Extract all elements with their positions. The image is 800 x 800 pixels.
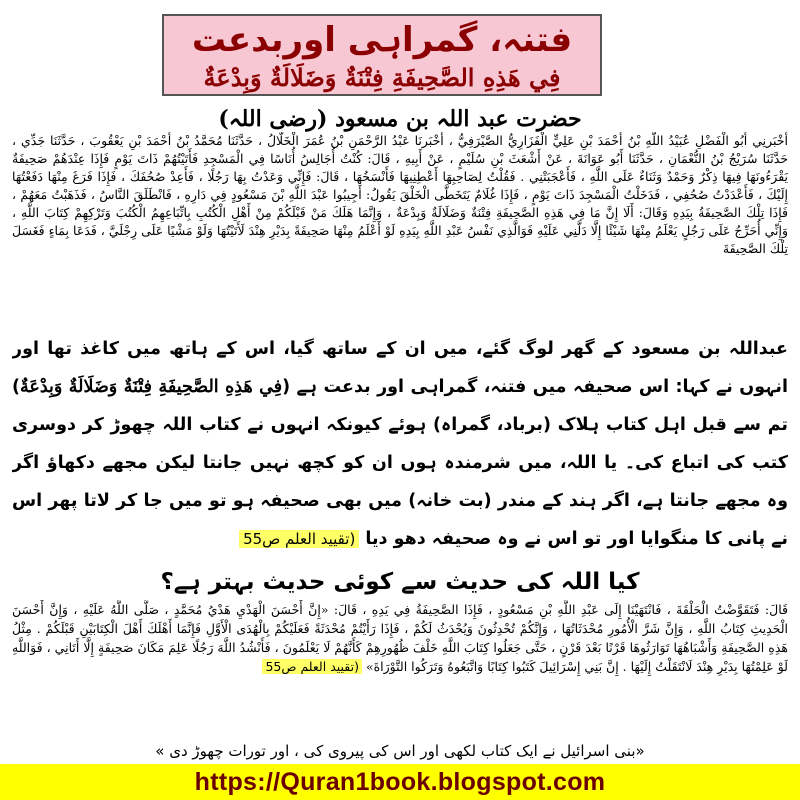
- arabic-hadith-text: أَخْبَرنِي أَبُو الْفَضْلِ عُبَيْدُ اللَّهِ بْنُ أَحْمَدَ بْنِ عَلِيٍّ الْفَزَارِيُّ الصَّيْرَفِيُّ ، أَخْبَرنَا عَبْدُ الرَّحْمَنِ بْنُ عُمَرَ الْخَلَّالُ ، حَدَّثَنَا مُحَمَّدُ بْنُ أَحْمَدَ بْنِ يَعْقُوبَ ، حَدَّثَنَا جَدِّي ، حَدَّثَنَا سُرَيْجُ بْنُ النُّعْمَانِ ، حَدَّثَنَا أَبُو عَوَانَةَ ، عَنْ أَشْعَثَ بْنِ سُلَيْمٍ ، عَنْ أَبِيهِ ، قَالَ: كُنْتُ أُجَالِسُ أُنَاسًا فِي الْمَسْجِدِ فَأَتَيْتُهُمْ ذَاتَ يَوْمٍ فَإِذَا عِنْدَهُمْ صَحِيفَةٌ يَقْرَءُونَهَا فِيهَا ذِكْرٌ وَحَمْدٌ وَثَنَاءٌ عَلَى اللَّهِ ، فَأَعْجَبَتْنِي . فَقُلْتُ لِصَاحِبِهَا أَعْطِنِيهَا فَأَنْسَخُهَا ، قَالَ: فَإِنِّي وَعَدْتُ بِهَا رَجُلًا ، فَأَعِدْ صُحُفَكَ ، فَإِذَا فَرَغَ مِنْهَا دَفَعْتُهَا إِلَيْكَ ، فَأَعْدَدْتُ صُحُفِي ، فَدَخَلْتُ الْمَسْجِدَ ذَاتَ يَوْمٍ ، فَإِذَا غُلَامٌ يَتَخَطَّى الْخَلْقَ يَقُولُ: أَجِيبُوا عَبْدَ اللَّهِ بْنَ مَسْعُودٍ فِي دَارِهِ ، فَانْطَلَقَ النَّاسُ ، فَذَهَبْتُ مَعَهُمْ ، فَإِذَا تِلْكَ الصَّحِيفَةُ بِيَدِهِ وَقَالَ: أَلَا إِنَّ مَا فِي هَذِهِ الصَّحِيفَةِ فِتْنَةٌ وَضَلَالَةٌ وَبِدْعَةٌ ، وَإِنَّمَا هَلَكَ مَنْ قَبْلَكُمْ مِنْ أَهْلِ الْكُتُبِ بِاتِّبَاعِهِمُ الْكُتُبَ وَتَرْكِهِمْ كِتَابَ اللَّهِ ، وَإِنِّي أُحَرِّجُ عَلَى رَجُلٍ يَعْلَمُ مِنْهَا شَيْئًا إِلَّا دَلَّنِي عَلَيْهِ فَوَالَّذِي نَفْسُ عَبْدِ اللَّهِ بِيَدِهِ لَوْ أَعْلَمُ مِنْهَا صَحِيفَةً بِدَيْرِ هِنْدَ لَأَتَيْتُهَا وَلَوْ مَشْيًا عَلَى رِجْلَيَّ ، فَدَعَا بِمَاءٍ فَغَسَلَ تِلْكَ الصَّحِيفَةَ: [12, 133, 788, 256]
- urdu-translation: [12, 330, 788, 558]
- page-subtitle-arabic: فِي هَذِهِ الصَّحِيفَةِ فِتْنَةٌ وَضَلَالَةٌ وَبِدْعَةٌ: [203, 63, 561, 92]
- page-title: فتنہ، گمراہی اوربدعت: [191, 20, 573, 60]
- narrator-heading: حضرت عبد اللہ بن مسعود (رضی اللہ): [218, 106, 582, 132]
- footer-url-link[interactable]: https://Quran1book.blogspot.com: [194, 767, 606, 796]
- footer-bar: [0, 764, 800, 800]
- closing-note: «بنی اسرائیل نے ایک کتاب لکھی اور اس کی پیروی کی ، اور تورات چھوڑ دی »: [155, 742, 645, 760]
- arabic-text-2-body: قَالَ: فَتَقَوَّضْتُ الْحَلْقَةَ ، فَانْتَهَيْنَا إِلَى عَبْدِ اللَّهِ بْنِ مَسْعُودٍ ، فَإِذَا الصَّحِيفَةُ فِي يَدِهِ ، قَالَ: «إِنَّ أَحْسَنَ الْهَدْيِ هَدْيُ مُحَمَّدٍ ، صَلَّى اللَّهُ عَلَيْهِ ، وَإِنَّ أَحْسَنَ الْحَدِيثِ كِتَابُ اللَّهِ ، وَإِنَّ شَرَّ الْأُمُورِ مُحْدَثَاتُهَا ، وَإِنَّكُمْ تُحْدِثُونَ وَيُحْدَثُ لَكُمْ ، فَإِذَا رَأَيْتُمْ مُحْدَثَةً فَعَلَيْكُمْ بِالْهُدَى الْأَوَّلِ فَإِنَّمَا أَهْلَكَ أَهْلَ الْكِتَابَيْنِ قَبْلَكُمْ . مِثْلُ هَذِهِ الصَّحِيفَةِ وَأَشْبَاهُهَا تَوَارَثُوهَا قَرْنًا بَعْدَ قَرْنٍ ، حَتَّى جَعَلُوا كِتَابَ اللَّهِ خَلْفَ ظُهُورِهِمْ كَأَنَّهُمْ لَا يَعْلَمُونَ ، فَأَنْشُدُ اللَّهَ رَجُلًا عَلِمَ مَكَانَ صَحِيفَةٍ إِلَّا أَتَانِي ، فَوَاللَّهِ لَوْ عَلِمْتُهَا بِدَيْرِ هِنْدَ لَانْتَقَلْتُ إِلَيْهَا . إِنَّ بَنِي إِسْرَائِيلَ كَتَبُوا كِتَابًا وَاتَّبَعُوهُ وَتَرَكُوا التَّوْرَاةَ»: [12, 602, 788, 674]
- question-heading: کیا اللہ کی حدیث سے کوئی حدیث بہتر ہے؟: [160, 569, 640, 595]
- reference-highlight: (تقیید العلم ص55: [239, 530, 359, 548]
- title-banner: [162, 14, 602, 96]
- reference-highlight-2: (تقیید العلم ص55: [262, 659, 362, 674]
- arabic-hadith-text-2: [12, 600, 788, 734]
- urdu-text-part-b: ) تم سے قبل اہل کتاب ہلاک (برباد، گمراہ) ہوئے کیونکہ انہوں نے کتاب اللہ چھوڑ کر دوسری کتب کی اتباع کی۔ یا اللہ، میں شرمندہ ہوں ان کو کچھ نہیں جانتا لیکن مجھے دکھاؤ اگر وہ مجھے جانتا ہے، اگر ہند کے مندر (بت خانہ) میں بھی صحیفہ ہو تو میں جا کر لاتا پھر اس نے پانی کا منگوایا اور تو اس نے وہ صحیفہ دھو دیا: [12, 377, 788, 549]
- urdu-text-part-a: عبداللہ بن مسعود کے گھر لوگ گئے، میں ان کے ساتھ گیا، اس کے ہاتھ میں کاغذ تھا اور انہوں نے کہا: اس صحیفہ میں فتنہ، گمراہی اور بدعت ہے (: [12, 339, 788, 397]
- urdu-inline-arabic-quote: فِي هَذِهِ الصَّحِيفَةِ فِتْنَةٌ وَضَلَالَةٌ وَبِدْعَةٌ: [20, 377, 283, 397]
